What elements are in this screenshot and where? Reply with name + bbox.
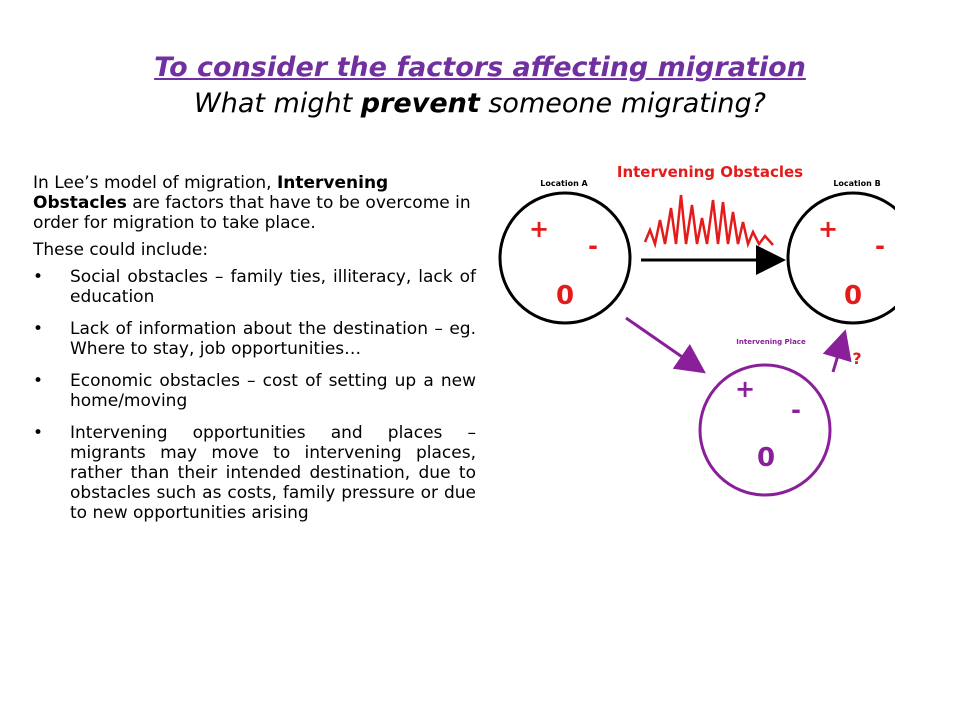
bullet-icon: •: [33, 423, 44, 443]
location-a-label: Location A: [540, 179, 588, 188]
title-question: What might prevent someone migrating?: [194, 88, 766, 119]
intervening-zero: 0: [756, 443, 776, 473]
list-item: • Lack of information about the destination – eg. Where to stay, job opportunities…: [33, 319, 476, 359]
obstacles-label: Intervening Obstacles: [616, 163, 804, 181]
bullet-icon: •: [33, 319, 44, 339]
location-b-plus: +: [817, 215, 839, 243]
list-item: • Social obstacles – family ties, illiteracy, lack of education: [33, 267, 476, 307]
intervening-plus: +: [734, 375, 756, 403]
obstacle-list: [33, 267, 476, 523]
intervening-place-circle: [700, 365, 830, 495]
location-b-minus: -: [875, 232, 885, 260]
lee-migration-diagram: [495, 150, 895, 500]
question-mark: ?: [852, 349, 862, 368]
location-b-label: Location B: [833, 179, 881, 188]
bullet-icon: •: [33, 371, 44, 391]
list-item: • Economic obstacles – cost of setting up a new home/moving: [33, 371, 476, 411]
intro-term: Intervening Obstacles: [33, 173, 389, 213]
location-a-minus: -: [588, 232, 598, 260]
arrow-to-location-b: [833, 335, 844, 372]
include-label: These could include:: [33, 240, 209, 260]
body-text: [33, 173, 476, 535]
intervening-place-label: Intervening Place: [736, 338, 806, 346]
location-a-zero: 0: [555, 281, 575, 311]
intervening-minus: -: [791, 396, 801, 424]
location-b-zero: 0: [843, 281, 863, 311]
intro-paragraph: In Lee’s model of migration, Intervening Obstacles are factors that have to be overcome in order for migration to take place.: [33, 173, 471, 233]
location-a-plus: +: [528, 215, 550, 243]
bullet-icon: •: [33, 267, 44, 287]
obstacle-wave: [645, 195, 773, 245]
arrow-to-intervening: [626, 318, 701, 370]
title-link[interactable]: To consider the factors affecting migration: [154, 52, 806, 83]
slide-title: [0, 50, 960, 122]
list-item: • Intervening opportunities and places – migrants may move to intervening places, rather than their intended destination, due to obstacles such as costs, family pressure or due to new opportunities arising: [33, 423, 476, 523]
title-question-emphasis: prevent: [360, 88, 480, 119]
